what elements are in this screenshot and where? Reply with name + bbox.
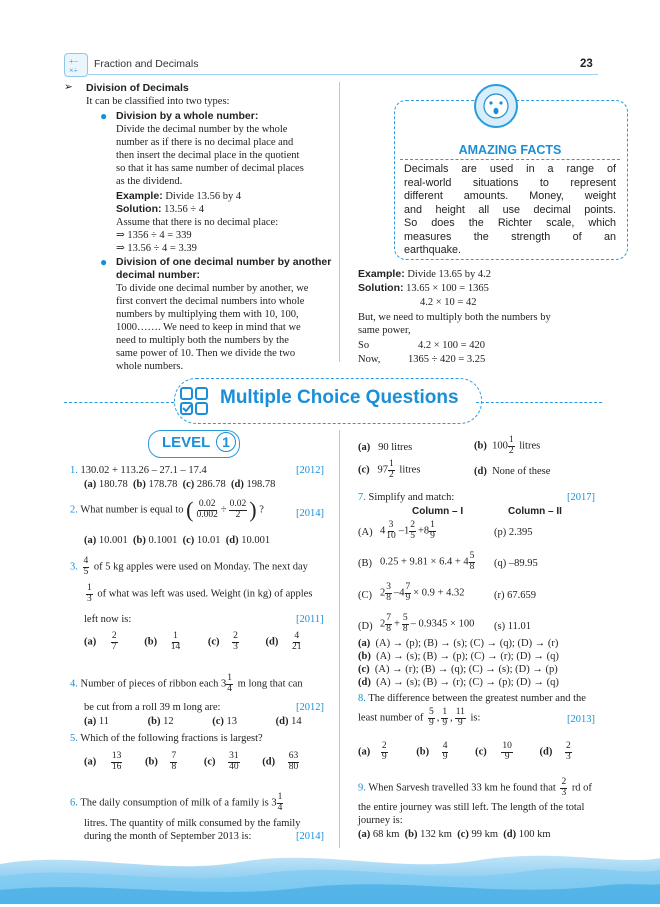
frac-den: 10 xyxy=(386,530,396,541)
frac-num[interactable]: 63 xyxy=(288,751,299,761)
frac-num[interactable]: 10 xyxy=(502,741,512,751)
bullet2-line: same power of 10. Then we divide the two xyxy=(116,348,296,359)
column-divider xyxy=(339,430,340,848)
fact-line: different amounts. Money, weight xyxy=(404,190,616,202)
svg-text:+−: +− xyxy=(69,57,79,66)
frac-den[interactable]: 8 xyxy=(171,761,177,772)
question-text: m long that can xyxy=(237,678,303,690)
option-text[interactable]: 10.001 xyxy=(241,535,271,546)
frac-num: 5 xyxy=(469,551,475,561)
frac-den[interactable]: 3 xyxy=(565,751,571,762)
example-text: Divide 13.56 by 4 xyxy=(165,191,242,202)
frac-num: 7 xyxy=(405,582,411,592)
frac-den: 5 xyxy=(83,566,89,577)
so-label: So xyxy=(358,340,370,351)
option-label[interactable]: (d) xyxy=(539,746,553,758)
theory-intro: It can be classified into two types: xyxy=(86,96,230,107)
frac-den[interactable]: 40 xyxy=(229,761,239,772)
question-text: left now is: xyxy=(84,614,132,625)
question-number: 8. xyxy=(358,693,366,704)
match-right-value: (s) 11.01 xyxy=(494,621,531,632)
bullet1-title: Division by a whole number: xyxy=(116,110,259,122)
q7-answer xyxy=(358,638,558,649)
mcq-title: Multiple Choice Questions xyxy=(220,387,459,408)
fact-line: and height all use decimal points. xyxy=(404,203,616,216)
question-number: 2. xyxy=(70,504,78,516)
mixed-whole: 4 xyxy=(380,525,386,537)
now-text: 1365 ÷ 420 = 3.25 xyxy=(408,354,486,365)
frac-num: 1 xyxy=(87,583,92,593)
footer-wave xyxy=(0,846,660,904)
option-text[interactable]: 286.78 xyxy=(196,479,226,490)
question-number: 3. xyxy=(70,561,78,573)
option-label[interactable]: (b) xyxy=(358,651,371,662)
option-label[interactable]: (a) xyxy=(358,746,371,758)
q9-line1 xyxy=(358,778,592,798)
option-text[interactable]: 180.78 xyxy=(98,479,128,490)
frac-den[interactable]: 14 xyxy=(170,641,181,652)
option-text[interactable]: 14 xyxy=(291,716,302,727)
frac-num: 5 xyxy=(402,613,408,623)
option-label[interactable]: (d) xyxy=(231,479,244,490)
option-label[interactable]: (a) xyxy=(358,829,371,840)
option-label[interactable]: (b) xyxy=(404,829,418,840)
frac-den: 9 xyxy=(405,592,411,603)
column-header: Column – I xyxy=(412,506,464,517)
mixed-whole: 3 xyxy=(271,797,277,809)
question-text: Which of the following fractions is largest? xyxy=(80,733,263,744)
question-text: be cut from a roll 39 m long are: xyxy=(84,702,221,713)
q4-line1 xyxy=(70,674,303,694)
option-text[interactable]: None of these xyxy=(492,466,551,477)
question-mark: ? xyxy=(259,504,264,516)
q6-option-d xyxy=(474,466,550,477)
q6-option-b xyxy=(474,436,540,456)
frac-den[interactable]: 9 xyxy=(442,751,448,762)
frac-num: 3 xyxy=(386,582,391,592)
example1 xyxy=(116,190,241,204)
option-label[interactable]: (c) xyxy=(182,479,195,490)
bullet2-line: 1000……. We need to keep in mind that we xyxy=(116,322,301,333)
frac-num[interactable]: 13 xyxy=(111,751,122,761)
option-label[interactable]: (d) xyxy=(225,535,239,546)
option-label[interactable]: (d) xyxy=(275,716,289,727)
option-label[interactable]: (b) xyxy=(144,636,158,648)
mcq-grid-icon xyxy=(174,381,214,424)
solution-label: Solution: xyxy=(358,282,404,294)
mixed-whole: 8 xyxy=(423,525,430,537)
frac-num: 7 xyxy=(386,613,391,623)
question-number: 4. xyxy=(70,678,78,690)
fact-line: Decimals are used in a range of xyxy=(404,163,616,175)
option-label[interactable]: (c) xyxy=(212,716,224,727)
svg-text:×÷: ×÷ xyxy=(69,66,78,75)
match-right-value: (p) 2.395 xyxy=(494,527,533,538)
option-unit[interactable]: litres xyxy=(399,464,421,476)
q4-options xyxy=(84,716,302,727)
q6-option-a xyxy=(358,442,412,453)
q8-line2: least number of $\frac{5}{9}$ , $\frac{1}{9}$ , $\frac{11}{9}$ is: xyxy=(358,707,481,728)
match-row-label: (C) xyxy=(358,590,372,601)
question-text: litres. The quantity of milk consumed by the family xyxy=(84,818,301,829)
example-label: Example: xyxy=(358,268,405,280)
step-2: ⇒ 13.56 ÷ 4 = 3.39 xyxy=(116,243,197,254)
frac-den: 3 xyxy=(561,787,567,798)
bullet2-line: first convert the decimal numbers into whole xyxy=(116,296,305,307)
option-text[interactable]: 178.78 xyxy=(148,479,178,490)
frac-den: 9 xyxy=(430,530,435,541)
q2-options xyxy=(84,535,270,546)
level-label: LEVEL xyxy=(162,434,211,451)
frac-num: 1 xyxy=(430,520,435,530)
q8-options xyxy=(358,742,574,762)
match-expr: – 0.9345 × 100 xyxy=(410,618,475,630)
q6-line1 xyxy=(70,793,285,813)
q7-answer xyxy=(358,664,558,675)
option-label[interactable]: (d) xyxy=(474,466,487,477)
frac-den[interactable]: 16 xyxy=(111,761,122,772)
match-row-label: (A) xyxy=(358,527,373,538)
q6-option-c xyxy=(358,460,420,480)
frac-num: 0.02 xyxy=(198,499,216,509)
frac-den: 4 xyxy=(277,802,283,813)
frac-den: 9 xyxy=(442,717,448,728)
option-text[interactable]: 198.78 xyxy=(246,479,276,490)
question-text: is: xyxy=(470,712,481,724)
option-label[interactable]: (b) xyxy=(133,479,146,490)
fact-line: earthquake. xyxy=(404,244,462,256)
option-label[interactable]: (c) xyxy=(475,746,487,758)
frac-num[interactable]: 4 xyxy=(442,741,448,751)
now-label: Now, xyxy=(358,354,381,365)
facts-divider xyxy=(400,159,620,160)
amazing-facts-title: AMAZING FACTS xyxy=(458,143,562,157)
frac-num[interactable]: 1 xyxy=(389,459,394,469)
fact-line: measures the strength of an xyxy=(404,230,616,243)
option-label[interactable]: (a) xyxy=(84,535,97,546)
bullet1-line: as the dividend. xyxy=(116,176,183,187)
fact-line: real-world situations to represent xyxy=(404,176,616,189)
banner-line-right xyxy=(476,402,602,403)
frac-den[interactable]: 9 xyxy=(381,751,387,762)
frac-num: 5 xyxy=(428,707,434,717)
mixed-whole: 1 xyxy=(404,525,410,537)
question-text: the entire journey was still left. The length of the total xyxy=(358,802,585,813)
year-tag: [2014] xyxy=(296,831,324,842)
bullet1-line: number as if there is no decimal place and xyxy=(116,137,294,148)
match-expr: × 0.9 + 4.32 xyxy=(413,587,465,599)
frac-num: 1 xyxy=(277,792,283,802)
frac-den: 0.002 xyxy=(196,509,218,520)
operator: ÷ xyxy=(220,504,227,516)
q7 xyxy=(358,492,454,503)
question-text: Simplify and match: xyxy=(368,492,455,503)
frac-num: 4 xyxy=(83,556,89,566)
match-expr: 0.25 + 9.81 × 6.4 + 4 xyxy=(380,556,469,568)
year-tag: [2017] xyxy=(567,492,595,503)
frac-num: 3 xyxy=(388,520,394,530)
q3-line2 xyxy=(84,584,312,604)
option-text[interactable]: (A) → (s); (B) → (r); (C) → (p); (D) → (q) xyxy=(376,677,559,688)
option-label[interactable]: (c) xyxy=(457,829,469,840)
question-text: When Sarvesh travelled 33 km he found that xyxy=(368,782,556,794)
frac-num[interactable]: 7 xyxy=(171,751,177,761)
year-tag: [2014] xyxy=(296,508,324,519)
year-tag: [2011] xyxy=(296,614,324,625)
frac-den[interactable]: 7 xyxy=(111,641,117,652)
frac-num: 11 xyxy=(455,707,465,717)
option-label[interactable]: (b) xyxy=(147,716,161,727)
option-label[interactable]: (d) xyxy=(262,756,276,768)
assume-text: Assume that there is no decimal place: xyxy=(116,217,279,228)
match-row-label: (D) xyxy=(358,621,373,632)
option-text[interactable]: 10.01 xyxy=(196,535,221,546)
frac-num[interactable]: 31 xyxy=(229,751,239,761)
so-text: 4.2 × 100 = 420 xyxy=(418,340,485,351)
bullet2-line: To divide one decimal number by another, we xyxy=(116,283,309,294)
year-tag: [2012] xyxy=(296,465,324,476)
frac-num[interactable]: 1 xyxy=(508,435,514,445)
option-text[interactable]: 13 xyxy=(226,716,237,727)
q1 xyxy=(70,465,207,476)
question-text: What number is equal to xyxy=(80,504,184,516)
option-label[interactable]: (c) xyxy=(203,756,216,768)
frac-den: 5 xyxy=(410,530,415,541)
year-tag: [2012] xyxy=(296,702,324,713)
option-text[interactable]: 132 km xyxy=(420,829,452,840)
solution-text: 13.65 × 100 = 1365 xyxy=(406,283,489,294)
option-label[interactable]: (c) xyxy=(358,464,370,476)
frac-num: 1 xyxy=(442,707,448,717)
question-number: 9. xyxy=(358,782,366,794)
frac-den[interactable]: 3 xyxy=(233,641,238,652)
match-row-label: (B) xyxy=(358,558,372,569)
frac-den: 9 xyxy=(457,717,463,728)
option-label[interactable]: (c) xyxy=(182,535,195,546)
level-number: 1 xyxy=(216,432,236,452)
frac-num[interactable]: 2 xyxy=(381,741,387,751)
fact-line: So does the Richter scale, which xyxy=(404,217,616,229)
option-label[interactable]: (a) xyxy=(84,756,97,768)
mixed-whole: 2 xyxy=(380,618,386,630)
frac-den: 9 xyxy=(428,717,434,728)
example-label: Example: xyxy=(116,190,163,202)
theory-heading: Division of Decimals xyxy=(86,82,189,94)
bullet2-line: numbers by multiplying them with 10, 100, xyxy=(116,309,299,320)
column-divider xyxy=(339,82,340,362)
q7-answer xyxy=(358,651,559,662)
bullet1-line: so that it has same number of decimal places xyxy=(116,163,304,174)
option-label[interactable]: (a) xyxy=(84,716,97,727)
question-number: 5. xyxy=(70,733,78,744)
bullet1-line: Divide the decimal number by the whole xyxy=(116,124,288,135)
option-text[interactable]: 90 litres xyxy=(378,442,413,453)
bullet2-line: need to multiply both the numbers by the xyxy=(116,335,289,346)
mixed-whole[interactable]: 97 xyxy=(377,464,389,476)
option-text[interactable]: (A) → (s); (B) → (p); (C) → (r); (D) → (q) xyxy=(376,651,559,662)
frac-num[interactable]: 2 xyxy=(233,631,238,641)
but-text: same power, xyxy=(358,325,411,336)
solution-label: Solution: xyxy=(116,203,162,215)
q3-options xyxy=(84,632,304,652)
header-rule xyxy=(88,74,598,75)
frac-num: 2 xyxy=(561,777,567,787)
banner-line-left xyxy=(64,402,174,403)
surprised-face-icon xyxy=(476,86,516,126)
option-text[interactable]: 11 xyxy=(98,716,109,727)
question-number: 6. xyxy=(70,797,78,809)
solution-text: 4.2 × 10 = 42 xyxy=(420,297,477,308)
match-right-value: (q) –89.95 xyxy=(494,558,538,569)
arrow-bullet-icon: ➢ xyxy=(64,82,73,93)
option-label[interactable]: (a) xyxy=(84,636,97,648)
bullet-icon: ● xyxy=(100,109,108,123)
option-text[interactable]: 99 km xyxy=(471,829,499,840)
match-expr-a: 4 $\frac{3}{10}$ –1 $\frac{2}{5}$ +8 $\frac{1}{9}$ xyxy=(380,520,435,541)
option-text[interactable]: (A) → (p); (B) → (s); (C) → (q); (D) → (r) xyxy=(375,638,559,649)
question-text: least number of xyxy=(358,712,424,724)
question-text: rd of xyxy=(571,782,592,794)
frac-den[interactable]: 2 xyxy=(508,445,514,456)
match-expr-b xyxy=(380,552,477,572)
mixed-whole: 2 xyxy=(380,587,386,599)
question-text: of 5 kg apples were used on Monday. The next day xyxy=(93,561,308,573)
frac-den: 8 xyxy=(402,623,408,634)
solution1 xyxy=(116,203,204,217)
option-label[interactable]: (a) xyxy=(358,638,371,649)
match-expr-d: 2 $\frac{7}{8}$ + $\frac{5}{8}$ – 0.9345 × 100 xyxy=(380,613,475,634)
frac-num[interactable]: 2 xyxy=(111,631,117,641)
column-header: Column – II xyxy=(508,506,562,517)
but-text: But, we need to multiply both the numbers by xyxy=(358,312,551,323)
q7-answer xyxy=(358,677,559,688)
option-label[interactable]: (a) xyxy=(84,479,97,490)
q2: 2. What number is equal to ( $\frac{0.02}{0.002}$ ÷ $\frac{0.02}{2}$ ) ? xyxy=(70,497,264,522)
frac-num[interactable]: 2 xyxy=(565,741,571,751)
frac-den: 8 xyxy=(469,561,475,572)
option-label[interactable]: (a) xyxy=(358,442,371,453)
frac-den[interactable]: 21 xyxy=(291,641,302,652)
frac-den[interactable]: 80 xyxy=(288,761,299,772)
mixed-whole: 4 xyxy=(399,587,405,599)
option-label[interactable]: (b) xyxy=(474,440,487,452)
frac-den[interactable]: 9 xyxy=(504,751,510,762)
frac-den: 3 xyxy=(87,593,92,604)
example-text: Divide 13.65 by 4.2 xyxy=(407,269,492,280)
option-text[interactable]: 0.1001 xyxy=(148,535,178,546)
q5 xyxy=(70,733,263,744)
header-title: Fraction and Decimals xyxy=(94,58,199,70)
question-text: journey is: xyxy=(358,815,403,826)
facts-text xyxy=(404,163,616,258)
mixed-whole[interactable]: 100 xyxy=(492,440,508,452)
question-text: Number of pieces of ribbon each xyxy=(80,678,219,690)
option-label[interactable]: (b) xyxy=(416,746,430,758)
q5-options xyxy=(84,752,301,772)
q1-options xyxy=(84,479,275,490)
frac-den: 8 xyxy=(386,592,391,603)
header-icon xyxy=(64,53,88,77)
option-unit[interactable]: litres xyxy=(519,440,541,452)
option-label[interactable]: (c) xyxy=(207,636,220,648)
frac-num: 0.02 xyxy=(229,499,247,509)
option-label[interactable]: (b) xyxy=(145,756,158,768)
option-label[interactable]: (d) xyxy=(503,829,517,840)
frac-den: 8 xyxy=(386,623,391,634)
bullet1-line: then insert the decimal place in the quotient xyxy=(116,150,300,161)
step-1: ⇒ 1356 ÷ 4 = 339 xyxy=(116,230,192,241)
match-right-value: (r) 67.659 xyxy=(494,590,536,601)
question-text: of what was left was used. Weight (in kg) of apples xyxy=(97,588,313,600)
option-text[interactable]: 12 xyxy=(163,716,174,727)
option-text[interactable]: (A) → (r); (B) → (q); (C) → (s); (D) → (p) xyxy=(374,664,558,675)
bullet2-title: decimal number: xyxy=(116,269,201,281)
match-expr-c: 2 $\frac{3}{8}$ –4 $\frac{7}{9}$ × 0.9 + 4.32 xyxy=(380,582,465,603)
question-text: during the month of September 2013 is: xyxy=(84,831,252,842)
question-text: The daily consumption of milk of a family is xyxy=(80,797,269,809)
option-label[interactable]: (b) xyxy=(133,535,146,546)
option-text[interactable]: 100 km xyxy=(518,829,551,840)
question-number: 7. xyxy=(358,492,366,503)
option-label[interactable]: (d) xyxy=(358,677,371,688)
q8-line1 xyxy=(358,693,586,704)
option-label[interactable]: (d) xyxy=(265,636,279,648)
option-text[interactable]: 10.001 xyxy=(98,535,128,546)
question-text: The difference between the greatest number and the xyxy=(368,693,586,704)
frac-num: 2 xyxy=(410,520,415,530)
bullet2-title: Division of one decimal number by another xyxy=(116,256,332,268)
question-text: 130.02 + 113.26 – 27.1 – 17.4 xyxy=(80,465,207,476)
frac-num[interactable]: 4 xyxy=(294,631,300,641)
frac-num[interactable]: 1 xyxy=(173,631,178,641)
frac-den[interactable]: 2 xyxy=(389,469,394,480)
option-label[interactable]: (c) xyxy=(358,664,370,675)
question-number: 1. xyxy=(70,465,78,476)
option-text[interactable]: 68 km xyxy=(372,829,400,840)
year-tag: [2013] xyxy=(567,714,595,725)
bullet2-line: whole numbers. xyxy=(116,361,184,372)
frac-num: 1 xyxy=(227,673,233,683)
amazing-facts-badge xyxy=(474,84,518,128)
q3-line1 xyxy=(70,557,308,577)
q9-options xyxy=(358,829,551,840)
solution-text: 13.56 ÷ 4 xyxy=(164,204,205,215)
mixed-whole: 3 xyxy=(221,678,227,690)
bullet-icon: ● xyxy=(100,255,108,269)
frac-den: 4 xyxy=(227,683,233,694)
frac-den: 2 xyxy=(235,509,241,520)
page-number: 23 xyxy=(580,58,593,70)
